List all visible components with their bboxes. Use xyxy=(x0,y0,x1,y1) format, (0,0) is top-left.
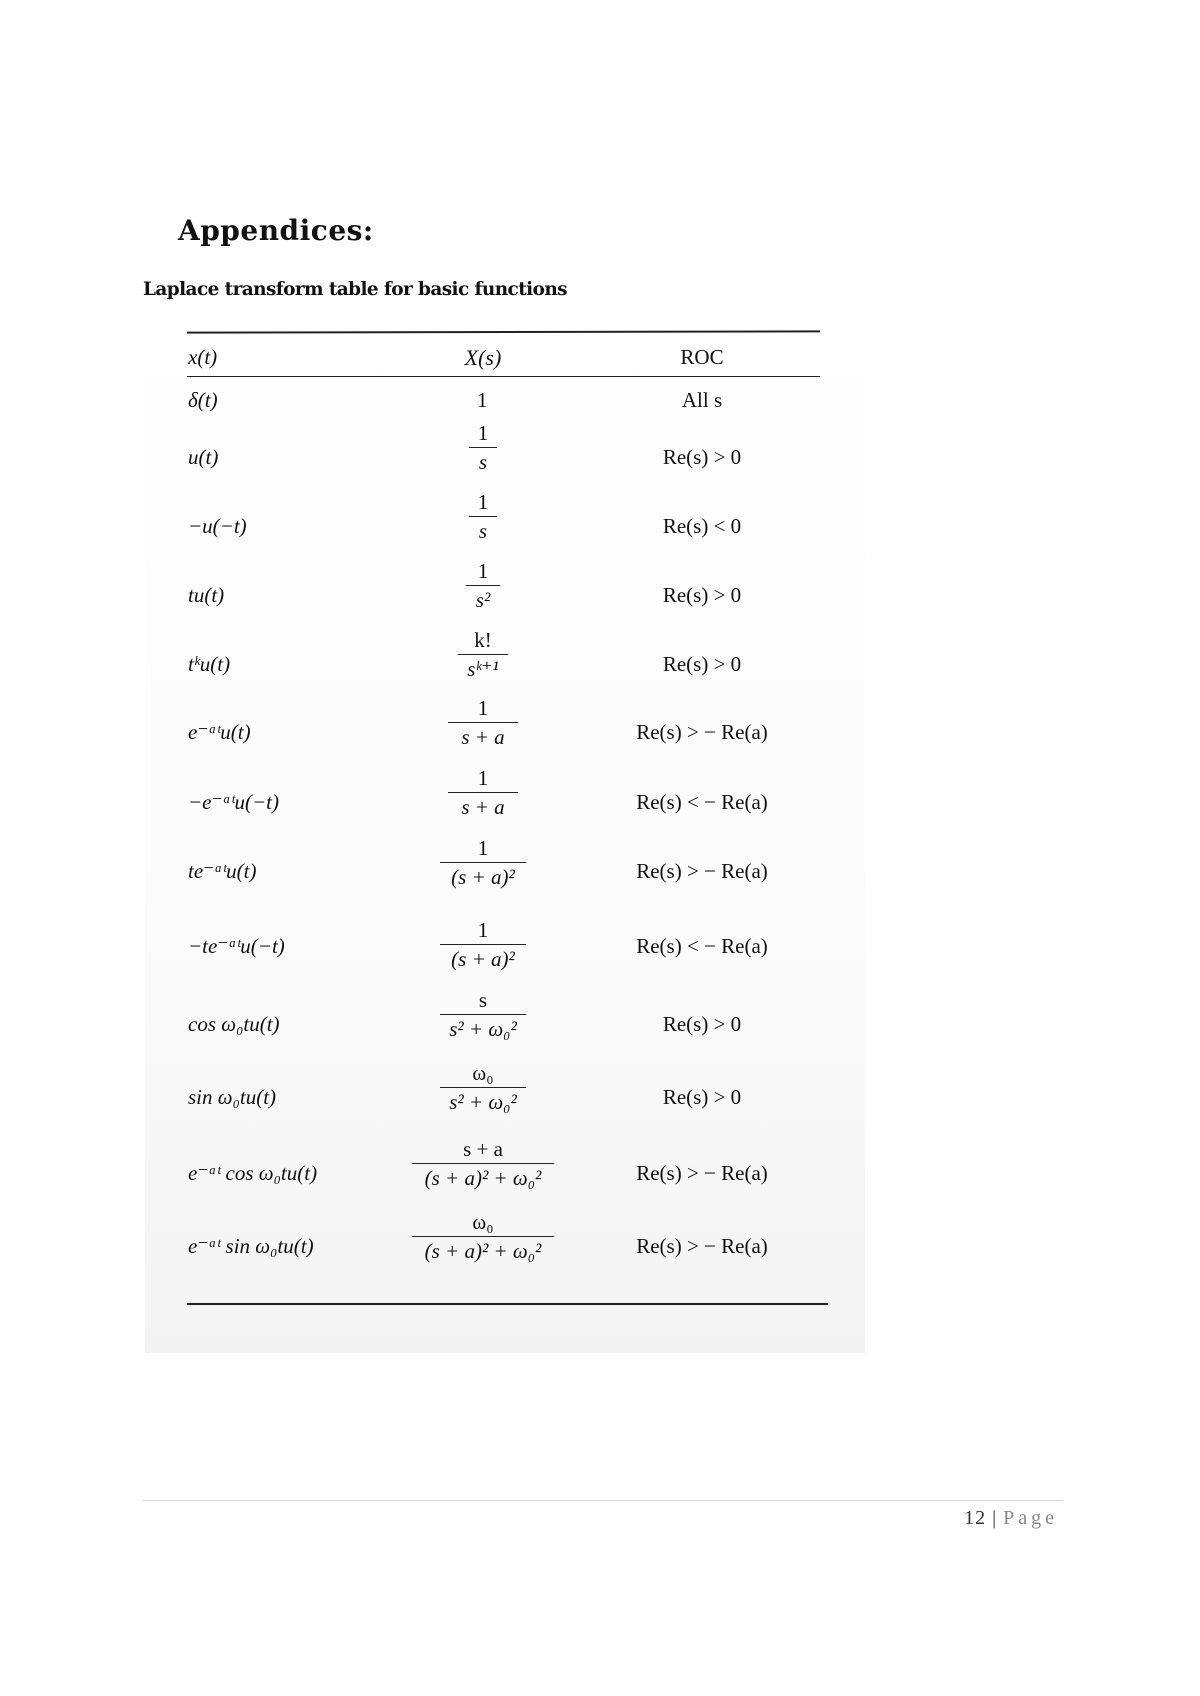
row-1-numerator: 1 xyxy=(477,421,489,445)
row-11-roc: Re(s) > − Re(a) xyxy=(636,1161,768,1185)
row-8-denominator: (s + a)² xyxy=(451,947,515,971)
row-4-time-function: tᵏu(t) xyxy=(188,652,231,676)
row-11-transform xyxy=(412,1137,554,1190)
row-0-roc: All s xyxy=(681,388,723,412)
row-11-time-function: e⁻ᵃᵗ cos ω₀tu(t) xyxy=(188,1161,318,1185)
row-5-roc: Re(s) > − Re(a) xyxy=(636,720,768,744)
row-0-time-function: δ(t) xyxy=(188,388,218,412)
row-2-roc: Re(s) < 0 xyxy=(662,514,742,538)
row-2-numerator: 1 xyxy=(477,490,489,514)
row-7-denominator: (s + a)² xyxy=(451,865,515,889)
row-4-numerator: k! xyxy=(474,628,492,652)
row-7-roc: Re(s) > − Re(a) xyxy=(636,859,768,883)
row-12-roc: Re(s) > − Re(a) xyxy=(636,1234,768,1258)
row-9-time-function: cos ω₀tu(t) xyxy=(188,1012,280,1036)
row-5-transform xyxy=(448,696,518,749)
row-11-denominator: (s + a)² + ω₀² xyxy=(424,1166,542,1190)
footer-divider xyxy=(143,1500,1063,1501)
page-label: Page xyxy=(1003,1507,1058,1529)
table-header-rule xyxy=(187,376,820,377)
row-1-transform xyxy=(469,421,497,474)
row-6-roc: Re(s) < − Re(a) xyxy=(636,790,768,814)
table-caption: Laplace transform table for basic functions xyxy=(143,279,567,300)
row-5-denominator: s + a xyxy=(461,725,505,749)
row-6-denominator: s + a xyxy=(461,795,505,819)
row-12-denominator: (s + a)² + ω₀² xyxy=(424,1239,542,1263)
row-3-roc: Re(s) > 0 xyxy=(662,583,742,607)
row-9-transform xyxy=(440,988,526,1041)
row-4-transform xyxy=(458,628,508,681)
row-3-transform xyxy=(466,559,500,612)
row-0-transform: 1 xyxy=(477,388,488,412)
page-number: 12 xyxy=(964,1507,987,1529)
row-12-time-function: e⁻ᵃᵗ sin ω₀tu(t) xyxy=(188,1234,314,1258)
row-9-roc: Re(s) > 0 xyxy=(662,1012,742,1036)
row-5-time-function: e⁻ᵃᵗu(t) xyxy=(188,720,251,744)
page-footer xyxy=(964,1507,1058,1530)
row-4-denominator: sᵏ⁺¹ xyxy=(467,657,499,681)
row-3-time-function: tu(t) xyxy=(188,583,225,607)
row-2-denominator: s xyxy=(478,519,488,543)
row-4-roc: Re(s) > 0 xyxy=(662,652,742,676)
row-1-denominator: s xyxy=(478,450,488,474)
page-heading: Appendices: xyxy=(178,214,374,247)
row-3-numerator: 1 xyxy=(477,559,489,583)
row-8-time-function: −te⁻ᵃᵗu(−t) xyxy=(188,934,285,958)
header-roc: ROC xyxy=(680,345,724,369)
row-8-numerator: 1 xyxy=(477,918,489,942)
row-10-transform xyxy=(440,1061,526,1114)
row-5-numerator: 1 xyxy=(477,696,489,720)
row-10-time-function: sin ω₀tu(t) xyxy=(188,1085,277,1109)
row-10-denominator: s² + ω₀² xyxy=(449,1090,517,1114)
row-3-denominator: s² xyxy=(475,588,491,612)
header-time-function: x(t) xyxy=(188,345,218,369)
row-6-transform xyxy=(448,766,518,819)
row-1-time-function: u(t) xyxy=(188,445,219,469)
row-11-numerator: s + a xyxy=(463,1137,503,1161)
row-2-transform xyxy=(469,490,497,543)
row-7-numerator: 1 xyxy=(477,836,489,860)
row-10-roc: Re(s) > 0 xyxy=(662,1085,742,1109)
header-laplace-transform: X(s) xyxy=(464,345,502,370)
row-8-roc: Re(s) < − Re(a) xyxy=(636,934,768,958)
row-2-time-function: −u(−t) xyxy=(188,514,247,538)
row-7-time-function: te⁻ᵃᵗu(t) xyxy=(188,859,257,883)
row-9-numerator: s xyxy=(478,988,488,1012)
row-12-transform xyxy=(412,1210,554,1263)
footer-separator: | xyxy=(992,1507,998,1529)
row-6-time-function: −e⁻ᵃᵗu(−t) xyxy=(188,790,279,814)
row-12-numerator: ω₀ xyxy=(472,1210,494,1234)
table-bottom-rule xyxy=(187,1303,828,1305)
row-9-denominator: s² + ω₀² xyxy=(449,1017,517,1041)
row-8-transform xyxy=(440,918,526,971)
row-1-roc: Re(s) > 0 xyxy=(662,445,742,469)
row-6-numerator: 1 xyxy=(477,766,489,790)
row-7-transform xyxy=(440,836,526,889)
row-10-numerator: ω₀ xyxy=(472,1061,494,1085)
